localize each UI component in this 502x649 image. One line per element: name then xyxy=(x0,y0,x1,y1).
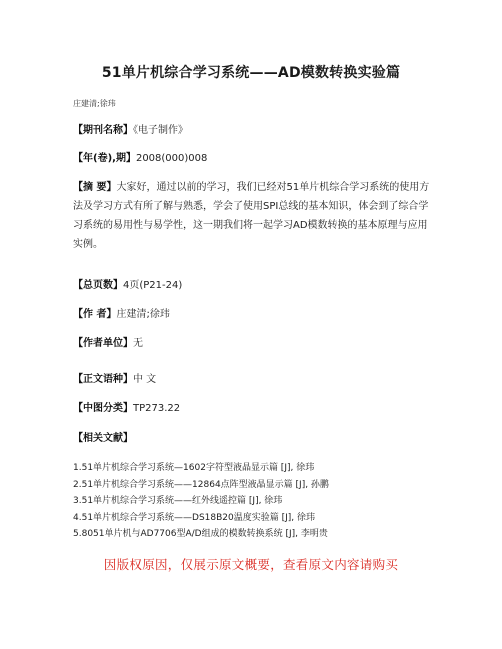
authors-value: 庄建清;徐玮 xyxy=(116,309,170,320)
authors-line: 庄建清;徐玮 xyxy=(73,99,116,108)
document-title: 51单片机综合学习系统——AD模数转换实验篇 xyxy=(101,65,401,81)
copyright-notice: 因版权原因，仅展示原文概要，查看原文内容请购买 xyxy=(103,557,399,572)
abstract-key: 【摘 要】 xyxy=(73,182,117,193)
classification-field xyxy=(73,402,180,415)
affiliation-value: 无 xyxy=(133,338,143,349)
reference-item[interactable]: 3.51单片机综合学习系统——红外线遥控篇 [J], 徐玮 xyxy=(73,496,283,506)
year-issue-field xyxy=(73,152,207,165)
reference-list xyxy=(73,460,473,543)
classification-value: TP273.22 xyxy=(133,403,181,414)
journal-field xyxy=(73,124,188,137)
reference-item[interactable]: 1.51单片机综合学习系统—1602字符型液晶显示篇 [J], 徐玮 xyxy=(73,463,315,473)
journal-key: 【期刊名称】 xyxy=(73,125,133,136)
related-key: 【相关文献】 xyxy=(73,433,133,444)
affiliation-key: 【作者单位】 xyxy=(73,338,133,349)
reference-item[interactable]: 5.8051单片机与AD7706型A/D组成的模数转换系统 [J], 李明贵 xyxy=(73,529,328,539)
reference-item[interactable]: 4.51单片机综合学习系统——DS18B20温度实验篇 [J], 徐玮 xyxy=(73,512,316,523)
journal-value: 《电子制作》 xyxy=(133,125,188,136)
classification-key: 【中图分类】 xyxy=(73,403,133,414)
related-heading xyxy=(73,432,133,445)
authors-field xyxy=(73,308,170,321)
pages-value: 4页(P21-24) xyxy=(123,280,183,291)
language-key: 【正文语种】 xyxy=(73,374,133,385)
pages-field xyxy=(73,279,182,292)
language-field xyxy=(73,373,156,386)
affiliation-field xyxy=(73,337,143,350)
authors-key: 【作 者】 xyxy=(73,309,117,320)
pages-key: 【总页数】 xyxy=(73,280,123,291)
abstract-field xyxy=(73,178,433,254)
reference-item[interactable]: 2.51单片机综合学习系统——12864点阵型液晶显示篇 [J], 孙鹏 xyxy=(73,479,329,490)
year-issue-key: 【年(卷),期】 xyxy=(73,153,136,164)
abstract-value: 大家好，通过以前的学习，我们已经对51单片机综合学习系统的使用方法及学习方式有所了解与熟悉，学会了使用SPI总线的基本知识，体会到了综合学习系统的易用性与易学性，这一期我们将一起学习AD模数转换的基本原理与应用实例。 xyxy=(73,182,430,250)
language-value: 中 文 xyxy=(133,374,157,385)
year-issue-value: 2008(000)008 xyxy=(135,153,208,164)
